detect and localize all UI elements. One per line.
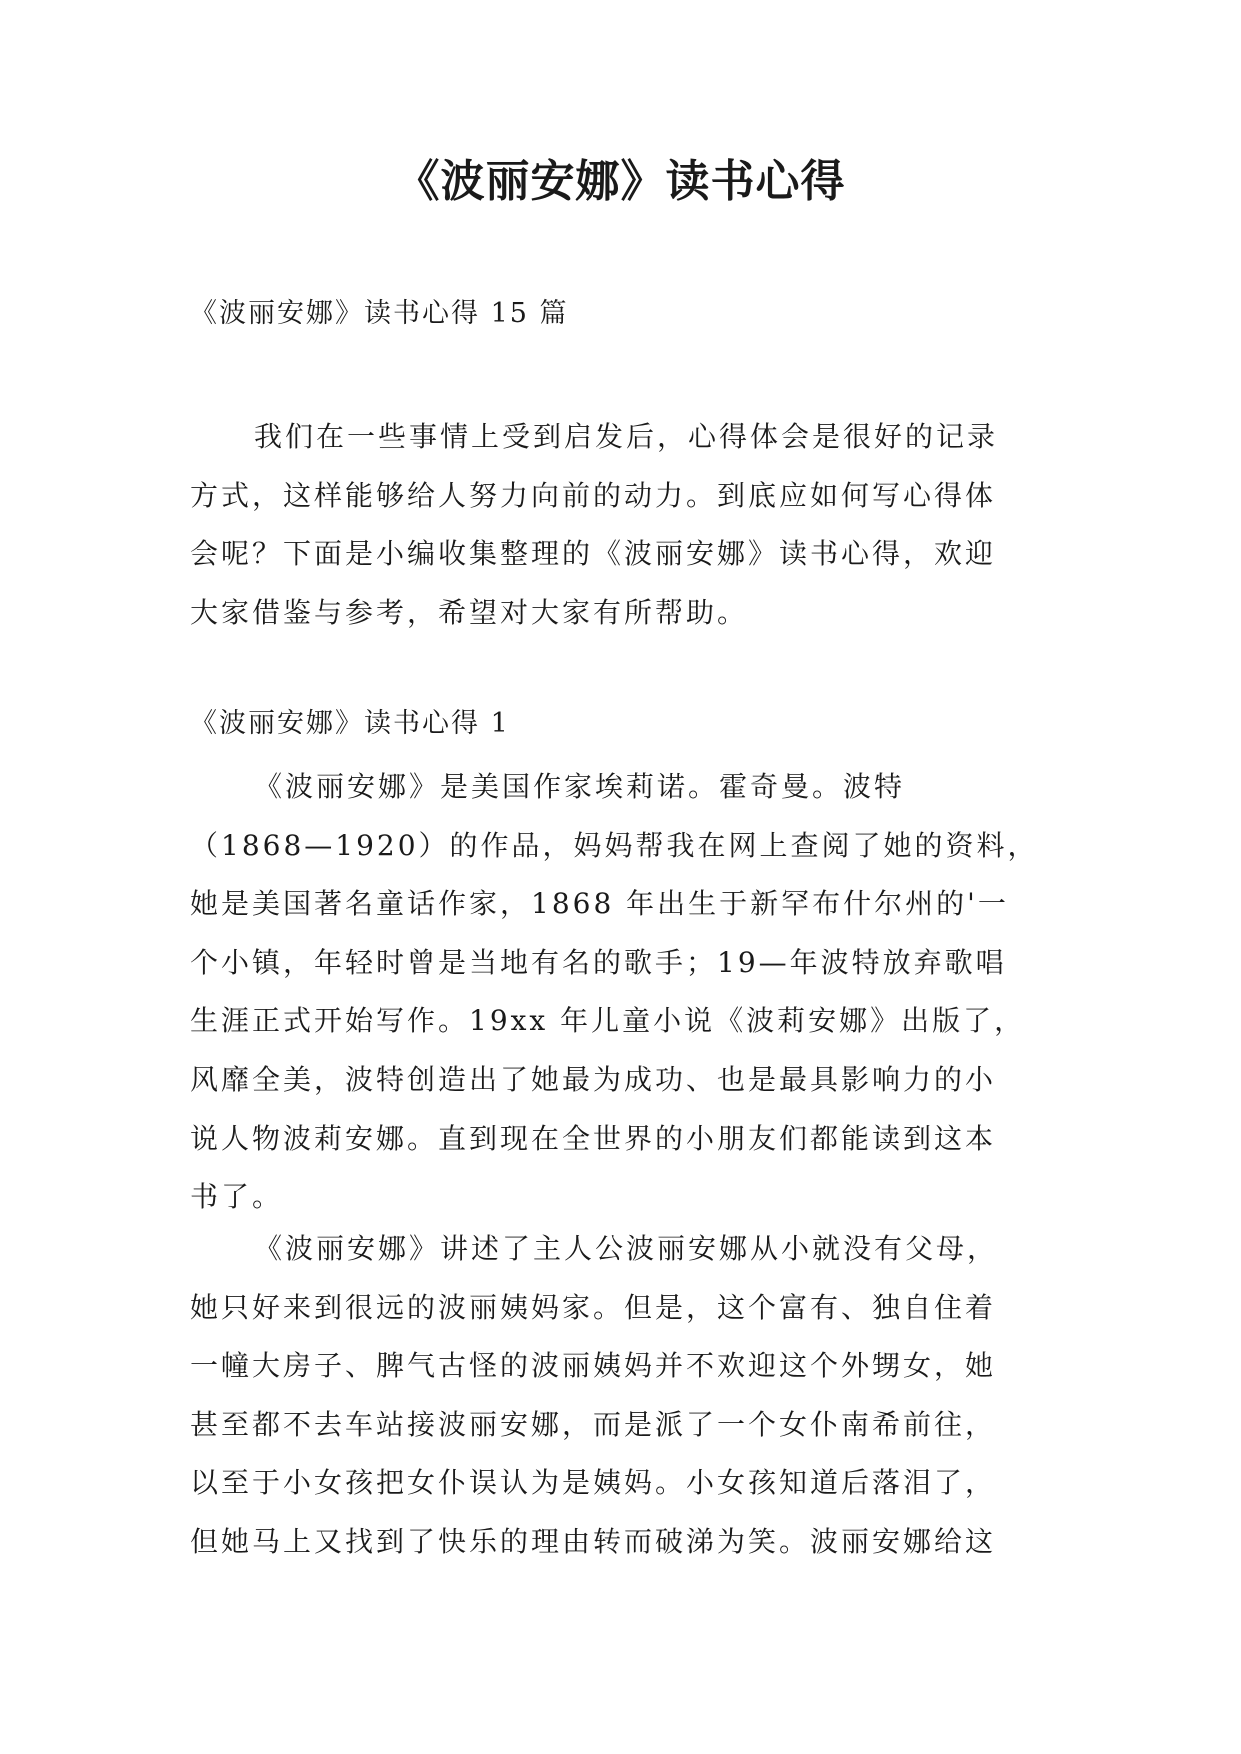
document-subtitle: 《波丽安娜》读书心得 15 篇 [190, 298, 569, 329]
paragraph-line: 但她马上又找到了快乐的理由转而破涕为笑。波丽安娜给这 [190, 1524, 997, 1558]
paragraph-line: 风靡全美，波特创造出了她最为成功、也是最具影响力的小 [190, 1062, 997, 1096]
body-paragraph-2 [190, 1220, 998, 1572]
paragraph-line: 个小镇，年轻时曾是当地有名的歌手；19—年波特放弃歌唱 [190, 945, 1007, 979]
paragraph-line: 《波丽安娜》是美国作家埃莉诺。霍奇曼。波特 [254, 770, 906, 803]
paragraph-line: （1868—1920）的作品，妈妈帮我在网上查阅了她的资料， [190, 828, 1039, 862]
intro-line: 我们在一些事情上受到启发后，心得体会是很好的记录 [254, 420, 999, 453]
intro-paragraph [190, 408, 998, 642]
intro-line: 大家借鉴与参考，希望对大家有所帮助。 [190, 595, 749, 629]
paragraph-line: 生涯正式开始写作。19xx 年儿童小说《波莉安娜》出版了， [190, 1004, 1026, 1038]
paragraph-line: 一幢大房子、脾气古怪的波丽姨妈并不欢迎这个外甥女，她 [190, 1349, 997, 1383]
paragraph-line: 书了。 [190, 1180, 284, 1214]
intro-line: 方式，这样能够给人努力向前的动力。到底应如何写心得体 [190, 478, 997, 512]
paragraph-line: 甚至都不去车站接波丽安娜，而是派了一个女仆南希前往， [190, 1407, 997, 1441]
paragraph-line: 她是美国著名童话作家，1868 年出生于新罕布什尔州的'一 [190, 887, 1009, 921]
intro-line: 会呢？下面是小编收集整理的《波丽安娜》读书心得，欢迎 [190, 537, 997, 571]
paragraph-line: 她只好来到很远的波丽姨妈家。但是，这个富有、独自住着 [190, 1290, 997, 1324]
section-heading: 《波丽安娜》读书心得 1 [190, 708, 510, 739]
paragraph-line: 说人物波莉安娜。直到现在全世界的小朋友们都能读到这本 [190, 1121, 997, 1155]
document-title: 《波丽安娜》读书心得 [395, 156, 846, 207]
body-paragraph-1 [190, 758, 1039, 1227]
paragraph-line: 《波丽安娜》讲述了主人公波丽安娜从小就没有父母， [254, 1232, 999, 1265]
paragraph-line: 以至于小女孩把女仆误认为是姨妈。小女孩知道后落泪了， [190, 1466, 997, 1500]
